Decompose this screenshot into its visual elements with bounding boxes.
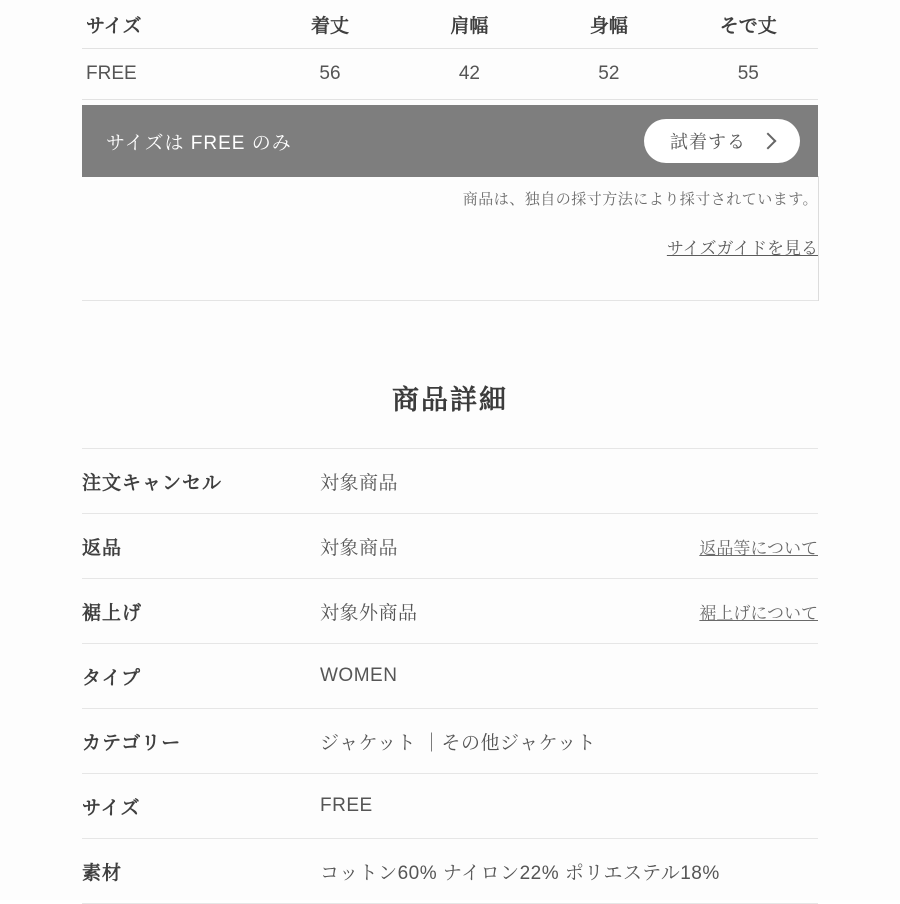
- size-value-cell: 42: [458, 63, 480, 84]
- try-on-button-label: 試着する: [670, 132, 746, 152]
- detail-label: タイプ: [82, 667, 142, 689]
- detail-label: 素材: [82, 862, 123, 884]
- size-banner: [82, 105, 818, 177]
- measurement-note: 商品は、独自の採寸方法により採寸されています。: [462, 191, 818, 208]
- detail-value: FREE: [320, 795, 373, 816]
- table-row: [82, 839, 818, 904]
- detail-label: 裾上げ: [82, 602, 143, 624]
- detail-value: 対象商品: [320, 472, 399, 494]
- product-detail-title: 商品詳細: [392, 385, 508, 415]
- product-detail-table: [82, 448, 818, 904]
- table-row: [82, 514, 818, 579]
- right-edge-divider: [818, 176, 819, 301]
- detail-value: 対象外商品: [320, 602, 418, 624]
- size-value-cell: 52: [598, 63, 620, 84]
- detail-label: サイズ: [82, 797, 141, 819]
- size-header-cell: サイズ: [86, 15, 142, 37]
- size-table-row: [82, 48, 818, 100]
- size-value-cell: FREE: [86, 63, 137, 84]
- chevron-right-icon: [760, 133, 777, 150]
- detail-value: WOMEN: [320, 665, 398, 686]
- table-row: [82, 774, 818, 839]
- table-row: [82, 448, 818, 514]
- section-divider: [82, 300, 818, 301]
- detail-link[interactable]: 裾上げについて: [699, 603, 818, 623]
- table-row: [82, 709, 818, 774]
- size-header-cell: そで丈: [719, 15, 777, 37]
- size-banner-text: サイズは FREE のみ: [106, 132, 292, 154]
- try-on-button[interactable]: [644, 119, 800, 163]
- table-row: [82, 644, 818, 709]
- size-header-cell: 身幅: [589, 15, 628, 37]
- size-header-cell: 肩幅: [450, 15, 489, 37]
- detail-label: 注文キャンセル: [82, 472, 223, 494]
- table-row: [82, 579, 818, 644]
- size-table-header-row: [82, 0, 818, 48]
- detail-link[interactable]: 返品等について: [699, 538, 818, 558]
- size-table: [82, 0, 818, 100]
- size-guide-link[interactable]: [82, 234, 818, 259]
- detail-value: ジャケット ｜その他ジャケット: [320, 732, 597, 754]
- detail-value: 対象商品: [320, 537, 399, 559]
- detail-value: コットン60% ナイロン22% ポリエステル18%: [320, 862, 720, 884]
- detail-label: 返品: [82, 537, 123, 559]
- size-header-cell: 着丈: [310, 15, 349, 37]
- size-value-cell: 56: [319, 63, 341, 84]
- detail-label: カテゴリー: [82, 732, 182, 754]
- size-guide-link-label: サイズガイドを見る: [666, 239, 818, 258]
- size-value-cell: 55: [737, 63, 759, 84]
